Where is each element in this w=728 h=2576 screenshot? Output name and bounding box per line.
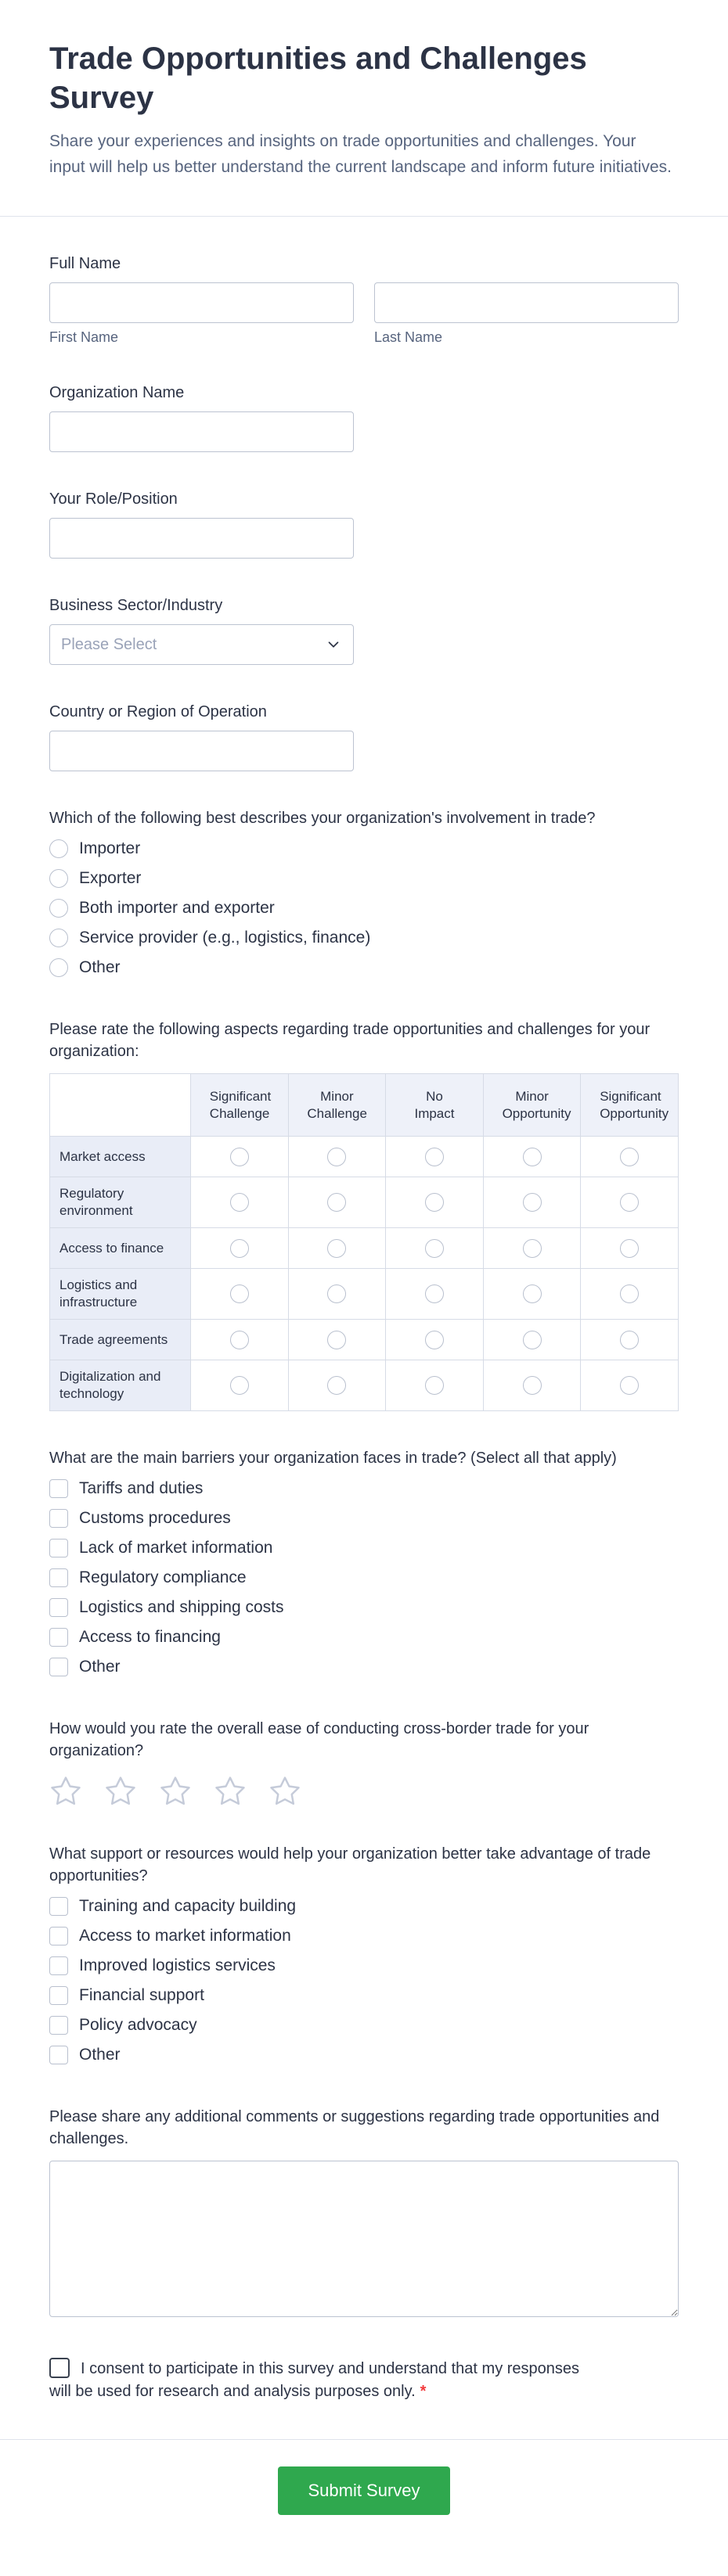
matrix-cell[interactable] bbox=[581, 1360, 679, 1411]
radio-icon[interactable] bbox=[49, 958, 68, 977]
matrix-table bbox=[49, 1073, 679, 1411]
matrix-column-header bbox=[191, 1074, 289, 1137]
radio-option[interactable] bbox=[49, 893, 679, 923]
radio-icon[interactable] bbox=[620, 1193, 639, 1212]
matrix-row-label: Market access bbox=[50, 1137, 191, 1177]
comments-textarea[interactable] bbox=[49, 2161, 679, 2317]
form-description: Share your experiences and insights on trade opportunities and challenges. Your input will help us better understand the current landscape and inform future initiatives. bbox=[49, 132, 672, 176]
star-icon[interactable] bbox=[268, 1774, 301, 1807]
country-field bbox=[49, 701, 679, 771]
option-label: Access to financing bbox=[79, 1628, 221, 1646]
star-rating bbox=[49, 1774, 679, 1807]
option-label: Improved logistics services bbox=[79, 1956, 276, 1974]
matrix-cell[interactable] bbox=[386, 1177, 484, 1228]
matrix-cell[interactable] bbox=[288, 1137, 386, 1177]
option-label: Other bbox=[79, 1658, 121, 1676]
option-label: Both importer and exporter bbox=[79, 899, 275, 917]
radio-icon[interactable] bbox=[620, 1148, 639, 1166]
radio-option[interactable] bbox=[49, 864, 679, 893]
required-asterisk: * bbox=[420, 2383, 427, 2400]
radio-icon[interactable] bbox=[49, 839, 68, 858]
radio-icon[interactable] bbox=[49, 929, 68, 947]
checkbox-option[interactable] bbox=[49, 2040, 679, 2070]
comments-label: Please share any additional comments or suggestions regarding trade opportunities and challenges. bbox=[49, 2108, 660, 2147]
option-label: Other bbox=[79, 2046, 121, 2064]
first-name-input[interactable] bbox=[49, 282, 354, 323]
consent-field[interactable] bbox=[49, 2358, 589, 2403]
matrix-cell[interactable] bbox=[483, 1360, 581, 1411]
checkbox-option[interactable] bbox=[49, 1622, 679, 1652]
radio-icon[interactable] bbox=[425, 1148, 444, 1166]
radio-icon[interactable] bbox=[327, 1193, 346, 1212]
organization-input[interactable] bbox=[49, 411, 354, 452]
full-name-field bbox=[49, 253, 679, 346]
checkbox-option[interactable] bbox=[49, 2010, 679, 2040]
matrix-column-header bbox=[386, 1074, 484, 1137]
checkbox-icon[interactable] bbox=[49, 2046, 68, 2064]
first-name-col bbox=[49, 282, 354, 346]
matrix-row-label: Access to finance bbox=[50, 1228, 191, 1269]
last-name-input[interactable] bbox=[374, 282, 679, 323]
matrix-cell[interactable] bbox=[386, 1137, 484, 1177]
option-label: Access to market information bbox=[79, 1927, 291, 1945]
radio-icon[interactable] bbox=[620, 1331, 639, 1349]
checkbox-option[interactable] bbox=[49, 1652, 679, 1682]
checkbox-option[interactable] bbox=[49, 1921, 679, 1951]
radio-icon[interactable] bbox=[523, 1284, 542, 1303]
radio-icon[interactable] bbox=[523, 1331, 542, 1349]
matrix-cell[interactable] bbox=[191, 1320, 289, 1360]
radio-icon[interactable] bbox=[620, 1284, 639, 1303]
radio-icon[interactable] bbox=[425, 1376, 444, 1395]
checkbox-option[interactable] bbox=[49, 1951, 679, 1981]
radio-icon[interactable] bbox=[425, 1284, 444, 1303]
matrix-cell[interactable] bbox=[191, 1137, 289, 1177]
organization-field bbox=[49, 382, 679, 452]
matrix-cell[interactable] bbox=[191, 1360, 289, 1411]
matrix-cell[interactable] bbox=[191, 1269, 289, 1320]
star-icon[interactable] bbox=[214, 1774, 247, 1807]
sector-label: Business Sector/Industry bbox=[49, 597, 223, 614]
radio-icon[interactable] bbox=[230, 1239, 249, 1258]
matrix-column-header bbox=[581, 1074, 679, 1137]
matrix-cell[interactable] bbox=[288, 1177, 386, 1228]
sector-select-value: Please Select bbox=[61, 635, 157, 653]
matrix-column-label: Significant Challenge bbox=[209, 1088, 272, 1121]
support-label: What support or resources would help your organization better take advantage of trade opportunities? bbox=[49, 1845, 651, 1884]
matrix-cell[interactable] bbox=[386, 1320, 484, 1360]
matrix-row bbox=[50, 1177, 679, 1228]
matrix-column-header bbox=[288, 1074, 386, 1137]
star-icon[interactable] bbox=[104, 1774, 137, 1807]
matrix-row-label: Logistics and infrastructure bbox=[50, 1269, 191, 1320]
matrix-cell[interactable] bbox=[288, 1269, 386, 1320]
last-name-col bbox=[374, 282, 679, 346]
sector-field bbox=[49, 595, 679, 665]
matrix-cell[interactable] bbox=[581, 1228, 679, 1269]
divider bbox=[0, 216, 728, 217]
checkbox-icon[interactable] bbox=[49, 1986, 68, 2005]
option-label: Financial support bbox=[79, 1986, 204, 2004]
matrix-column-label: Minor Challenge bbox=[307, 1088, 367, 1121]
last-name-sublabel: Last Name bbox=[374, 329, 443, 345]
matrix-cell[interactable] bbox=[288, 1228, 386, 1269]
checkbox-option[interactable] bbox=[49, 1563, 679, 1593]
checkbox-icon[interactable] bbox=[49, 1658, 68, 1676]
star-icon[interactable] bbox=[49, 1774, 82, 1807]
sector-select[interactable] bbox=[49, 624, 354, 665]
radio-icon[interactable] bbox=[523, 1193, 542, 1212]
role-field bbox=[49, 488, 679, 559]
matrix-cell[interactable] bbox=[483, 1228, 581, 1269]
radio-icon[interactable] bbox=[425, 1193, 444, 1212]
matrix-row bbox=[50, 1269, 679, 1320]
comments-question bbox=[49, 2106, 679, 2317]
checkbox-icon[interactable] bbox=[49, 1956, 68, 1975]
option-label: Lack of market information bbox=[79, 1539, 273, 1557]
option-label: Logistics and shipping costs bbox=[79, 1598, 284, 1616]
radio-icon[interactable] bbox=[620, 1376, 639, 1395]
first-name-sublabel: First Name bbox=[49, 329, 119, 345]
option-label: Training and capacity building bbox=[79, 1897, 297, 1915]
matrix-cell[interactable] bbox=[386, 1269, 484, 1320]
option-label: Importer bbox=[79, 839, 141, 857]
matrix-cell[interactable] bbox=[581, 1320, 679, 1360]
radio-icon[interactable] bbox=[49, 899, 68, 918]
checkbox-icon[interactable] bbox=[49, 1509, 68, 1528]
radio-icon[interactable] bbox=[523, 1239, 542, 1258]
consent-text: I consent to participate in this survey and understand that my responses will be used for research and analysis purposes only. bbox=[49, 2360, 580, 2400]
matrix-cell[interactable] bbox=[483, 1320, 581, 1360]
matrix-cell[interactable] bbox=[386, 1360, 484, 1411]
submit-row bbox=[0, 2440, 728, 2545]
option-label: Tariffs and duties bbox=[79, 1479, 204, 1497]
radio-icon[interactable] bbox=[230, 1331, 249, 1349]
checkbox-icon[interactable] bbox=[49, 1628, 68, 1647]
checkbox-option[interactable] bbox=[49, 1533, 679, 1563]
matrix-column-label: Minor Opportunity bbox=[502, 1088, 571, 1121]
matrix-cell[interactable] bbox=[581, 1177, 679, 1228]
support-options bbox=[49, 1892, 679, 2070]
radio-icon[interactable] bbox=[230, 1193, 249, 1212]
option-label: Regulatory compliance bbox=[79, 1568, 247, 1586]
checkbox-option[interactable] bbox=[49, 1474, 679, 1504]
star-icon[interactable] bbox=[159, 1774, 192, 1807]
radio-icon[interactable] bbox=[230, 1376, 249, 1395]
radio-icon[interactable] bbox=[425, 1239, 444, 1258]
chevron-down-icon bbox=[325, 636, 342, 653]
matrix-cell[interactable] bbox=[483, 1269, 581, 1320]
matrix-cell[interactable] bbox=[483, 1137, 581, 1177]
matrix-row-label: Trade agreements bbox=[50, 1320, 191, 1360]
radio-option[interactable] bbox=[49, 834, 679, 864]
matrix-cell[interactable] bbox=[288, 1320, 386, 1360]
matrix-cell[interactable] bbox=[581, 1137, 679, 1177]
country-input[interactable] bbox=[49, 731, 354, 771]
radio-icon[interactable] bbox=[230, 1148, 249, 1166]
checkbox-option[interactable] bbox=[49, 1892, 679, 1921]
checkbox-option[interactable] bbox=[49, 1504, 679, 1533]
radio-icon[interactable] bbox=[327, 1376, 346, 1395]
matrix-cell[interactable] bbox=[191, 1228, 289, 1269]
form-title: Trade Opportunities and Challenges Survey bbox=[49, 41, 587, 115]
radio-icon[interactable] bbox=[327, 1148, 346, 1166]
radio-icon[interactable] bbox=[523, 1148, 542, 1166]
matrix-cell[interactable] bbox=[386, 1228, 484, 1269]
checkbox-icon[interactable] bbox=[49, 1897, 68, 1916]
matrix-question bbox=[49, 1019, 679, 1411]
matrix-column-label: No Impact bbox=[414, 1088, 455, 1121]
matrix-row bbox=[50, 1360, 679, 1411]
matrix-cell[interactable] bbox=[288, 1360, 386, 1411]
country-label: Country or Region of Operation bbox=[49, 703, 267, 720]
radio-icon[interactable] bbox=[620, 1239, 639, 1258]
checkbox-icon[interactable] bbox=[49, 1568, 68, 1587]
ease-rating-label: How would you rate the overall ease of conducting cross-border trade for your organization? bbox=[49, 1720, 589, 1759]
radio-icon[interactable] bbox=[327, 1331, 346, 1349]
option-label: Service provider (e.g., logistics, finance) bbox=[79, 929, 371, 947]
matrix-cell[interactable] bbox=[191, 1177, 289, 1228]
radio-option[interactable] bbox=[49, 953, 679, 983]
checkbox-option[interactable] bbox=[49, 1593, 679, 1622]
ease-rating-question bbox=[49, 1718, 679, 1807]
involvement-question bbox=[49, 807, 679, 983]
radio-icon[interactable] bbox=[327, 1239, 346, 1258]
involvement-options bbox=[49, 834, 679, 983]
radio-icon[interactable] bbox=[230, 1284, 249, 1303]
matrix-row bbox=[50, 1320, 679, 1360]
checkbox-icon[interactable] bbox=[49, 1927, 68, 1945]
radio-icon[interactable] bbox=[49, 869, 68, 888]
name-row bbox=[49, 282, 679, 346]
option-label: Other bbox=[79, 958, 121, 976]
barriers-options bbox=[49, 1474, 679, 1682]
matrix-row bbox=[50, 1137, 679, 1177]
checkbox-icon[interactable] bbox=[49, 1479, 68, 1498]
matrix-label: Please rate the following aspects regarding trade opportunities and challenges for your organization: bbox=[49, 1021, 651, 1060]
checkbox-icon[interactable] bbox=[49, 1598, 68, 1617]
radio-icon[interactable] bbox=[523, 1376, 542, 1395]
radio-icon[interactable] bbox=[327, 1284, 346, 1303]
organization-label: Organization Name bbox=[49, 384, 185, 401]
radio-option[interactable] bbox=[49, 923, 679, 953]
involvement-label: Which of the following best describes your organization's involvement in trade? bbox=[49, 810, 596, 827]
matrix-cell[interactable] bbox=[581, 1269, 679, 1320]
option-label: Exporter bbox=[79, 869, 142, 887]
matrix-row bbox=[50, 1228, 679, 1269]
support-question bbox=[49, 1843, 679, 2070]
matrix-row-label: Regulatory environment bbox=[50, 1177, 191, 1228]
option-label: Customs procedures bbox=[79, 1509, 231, 1527]
radio-icon[interactable] bbox=[425, 1331, 444, 1349]
checkbox-icon[interactable] bbox=[49, 2016, 68, 2035]
checkbox-option[interactable] bbox=[49, 1981, 679, 2010]
matrix-row-label: Digitalization and technology bbox=[50, 1360, 191, 1411]
submit-button[interactable]: Submit Survey bbox=[278, 2466, 449, 2515]
option-label: Policy advocacy bbox=[79, 2016, 197, 2034]
matrix-column-header bbox=[483, 1074, 581, 1137]
consent-checkbox-icon[interactable] bbox=[49, 2358, 70, 2378]
checkbox-icon[interactable] bbox=[49, 1539, 68, 1557]
matrix-cell[interactable] bbox=[483, 1177, 581, 1228]
role-input[interactable] bbox=[49, 518, 354, 559]
matrix-column-label: Significant Opportunity bbox=[600, 1088, 669, 1121]
barriers-question bbox=[49, 1447, 679, 1682]
full-name-label: Full Name bbox=[49, 255, 121, 272]
role-label: Your Role/Position bbox=[49, 490, 178, 508]
matrix-corner-cell bbox=[50, 1074, 191, 1137]
barriers-label: What are the main barriers your organization faces in trade? (Select all that apply) bbox=[49, 1450, 617, 1467]
